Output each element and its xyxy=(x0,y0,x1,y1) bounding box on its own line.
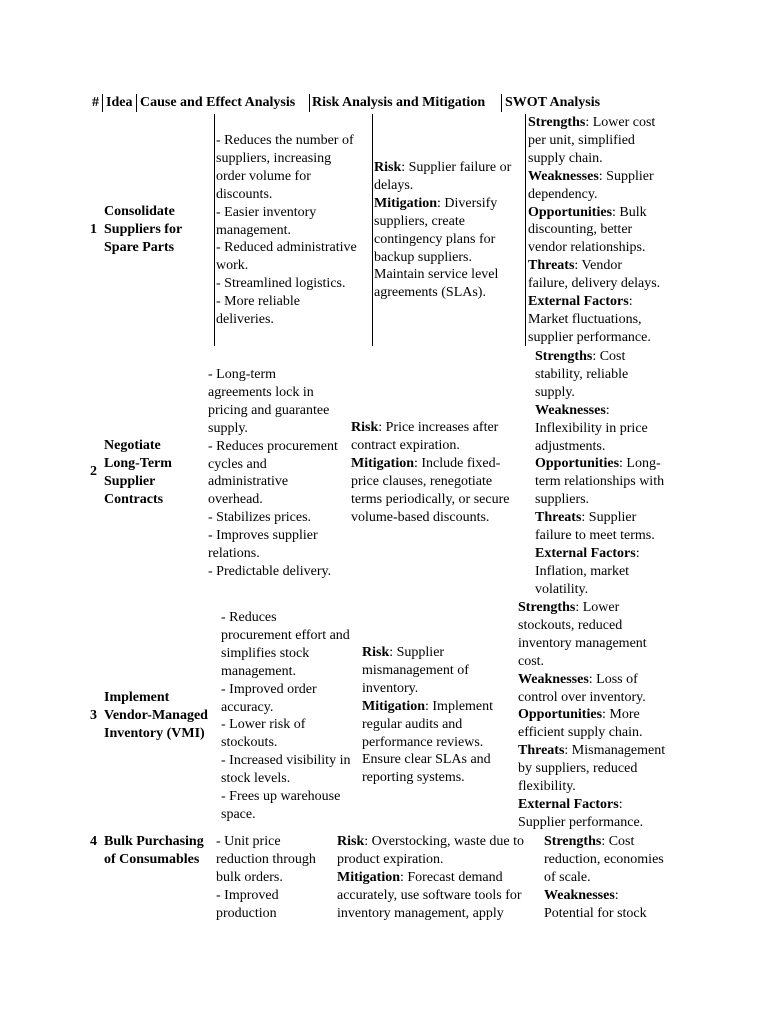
header-idea: Idea xyxy=(106,95,133,110)
header-divider xyxy=(501,94,502,112)
risk-cell: Risk: Supplier failure or delays. Mitigation: Diversify suppliers, create contingency plans for backup suppliers. Maintain service level agreements (SLAs). xyxy=(374,160,512,301)
header-num: # xyxy=(92,95,99,110)
cause-effect-cell: - Reduces the number of suppliers, increasing order volume for discounts. - Easier inventory management. - Reduced administrative work. - Streamlined logistics. - More reliable deliveries. xyxy=(216,133,357,328)
swot-cell: Strengths: Lower cost per unit, simplified supply chain. Weaknesses: Supplier dependency. Opportunities: Bulk discounting, better vendor relationships. Threats: Vendor failure, delivery delays. External Factors: Market fluctuations, supplier performance. xyxy=(528,115,661,345)
risk-cell: Risk: Overstocking, waste due to product expiration. Mitigation: Forecast demand accurately, use software tools for inventory management, apply xyxy=(337,834,525,921)
idea-cell: Consolidate Suppliers for Spare Parts xyxy=(104,204,183,255)
cause-effect-cell: - Reduces procurement effort and simplifies stock management. - Improved order accuracy. - Lower risk of stockouts. - Increased visibility in stock levels. - Frees up warehouse space. xyxy=(221,610,351,822)
header-divider xyxy=(102,94,103,112)
idea-cell: Bulk Purchasing of Consumables xyxy=(104,834,204,867)
swot-cell: Strengths: Lower stockouts, reduced inventory management cost. Weaknesses: Loss of control over inventory. Opportunities: More efficient supply chain. Threats: Mismanagement by suppliers, reduced flexibility. External Factors: Supplier performance. xyxy=(518,600,666,830)
cause-effect-cell: - Long-term agreements lock in pricing and guarantee supply. - Reduces procurement cycles and administrative overhead. - Stabilizes prices. - Improves supplier relations. - Predictable delivery. xyxy=(208,367,338,579)
row-number: 1 xyxy=(90,222,97,237)
idea-cell: Negotiate Long-Term Supplier Contracts xyxy=(104,438,172,507)
header-cause-effect: Cause and Effect Analysis xyxy=(140,95,296,110)
swot-cell: Strengths: Cost stability, reliable supply. Weaknesses: Inflexibility in price adjustments. Opportunities: Long- term relationships with suppliers. Threats: Supplier failure to meet terms. External Factors: Inflation, market volatility. xyxy=(535,349,665,597)
column-divider xyxy=(214,114,215,346)
column-divider xyxy=(372,114,373,346)
row-number: 3 xyxy=(90,708,97,723)
cause-effect-cell: - Unit price reduction through bulk orders. - Improved production xyxy=(216,834,316,921)
header-divider xyxy=(136,94,137,112)
risk-cell: Risk: Supplier mismanagement of inventory. Mitigation: Implement regular audits and performance reviews. Ensure clear SLAs and reporting systems. xyxy=(362,645,494,786)
risk-cell: Risk: Price increases after contract expiration. Mitigation: Include fixed- price clauses, renegotiate terms periodically, or secure volume-based discounts. xyxy=(351,420,510,525)
column-divider xyxy=(525,114,526,346)
row-number: 4 xyxy=(90,834,97,849)
header-swot: SWOT Analysis xyxy=(505,95,601,110)
idea-cell: Implement Vendor-Managed Inventory (VMI) xyxy=(104,690,208,741)
row-number: 2 xyxy=(90,464,97,479)
header-divider xyxy=(309,94,310,112)
swot-cell: Strengths: Cost reduction, economies of scale. Weaknesses: Potential for stock xyxy=(544,834,664,921)
header-risk: Risk Analysis and Mitigation xyxy=(312,95,486,110)
